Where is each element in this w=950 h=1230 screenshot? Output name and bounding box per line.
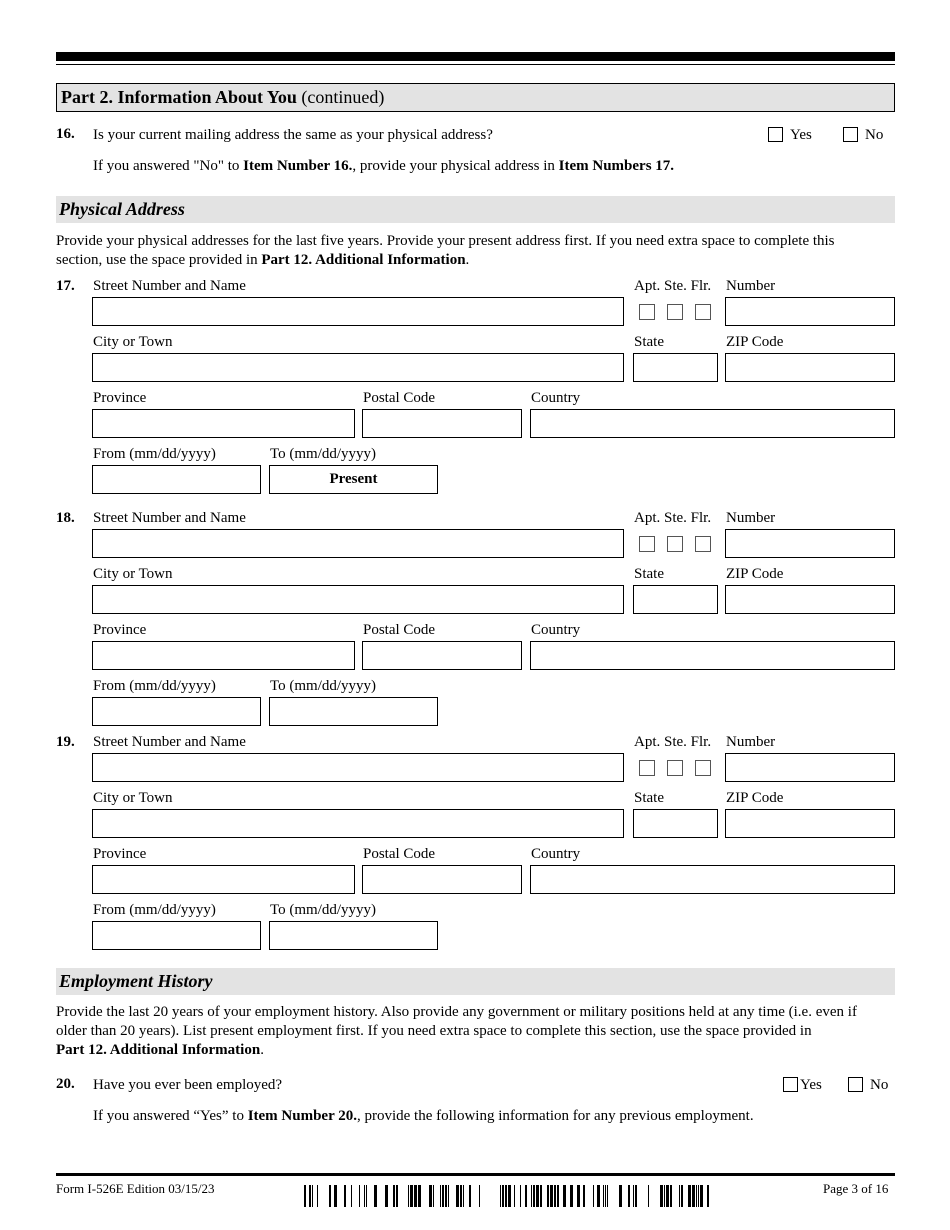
province-input[interactable] — [92, 409, 355, 438]
barcode-bar — [605, 1185, 606, 1207]
zip-input[interactable] — [725, 585, 895, 614]
street-input[interactable] — [92, 753, 624, 782]
apt-label: Apt. Ste. Flr. — [634, 734, 712, 750]
barcode-bar — [670, 1185, 672, 1207]
barcode-bar — [334, 1185, 337, 1207]
physical-address-title: Physical Address — [59, 199, 185, 219]
barcode-bar — [563, 1185, 566, 1207]
unit-number-input[interactable] — [725, 297, 895, 326]
part-header — [56, 83, 895, 112]
zip-label: ZIP Code — [726, 566, 784, 582]
barcode-graphic — [304, 1185, 712, 1207]
item-20-instruction-ref: Item Number 20. — [247, 1108, 357, 1124]
street-label: Street Number and Name — [93, 278, 246, 294]
province-label: Province — [93, 622, 147, 638]
item-20-yes-label: Yes — [800, 1077, 822, 1093]
item-20-no-checkbox[interactable] — [848, 1077, 863, 1092]
to-label: To (mm/dd/yyyy) — [270, 446, 377, 462]
item-17-number: 17. — [56, 278, 75, 294]
barcode-bar — [359, 1185, 360, 1207]
country-label: Country — [531, 390, 581, 406]
number-label: Number — [726, 278, 776, 294]
item-16-no-checkbox[interactable] — [843, 127, 858, 142]
item-16-instruction-ref2: Item Numbers 17. — [558, 158, 675, 174]
barcode-bar — [445, 1185, 447, 1207]
city-input[interactable] — [92, 809, 624, 838]
barcode-bar — [554, 1185, 556, 1207]
to-date-input[interactable] — [269, 921, 438, 950]
city-input[interactable] — [92, 585, 624, 614]
part-header-title: Part 2. Information About You — [61, 87, 297, 107]
unit-number-input[interactable] — [725, 753, 895, 782]
apt-checkbox[interactable] — [639, 304, 655, 320]
barcode-bar — [463, 1185, 464, 1207]
item-16-instruction-ref1: Item Number 16. — [243, 158, 353, 174]
barcode-bar — [688, 1185, 691, 1207]
apt-label: Apt. Ste. Flr. — [634, 278, 712, 294]
barcode-bar — [514, 1185, 515, 1207]
barcode-bar — [414, 1185, 417, 1207]
city-label: City or Town — [93, 566, 173, 582]
postal-input[interactable] — [362, 409, 522, 438]
barcode-bar — [448, 1185, 449, 1207]
barcode-bar — [679, 1185, 680, 1207]
unit-number-input[interactable] — [725, 529, 895, 558]
barcode-bar — [385, 1185, 388, 1207]
state-select[interactable] — [633, 353, 718, 382]
item-18-number: 18. — [56, 510, 75, 526]
city-input[interactable] — [92, 353, 624, 382]
country-label: Country — [531, 622, 581, 638]
from-label: From (mm/dd/yyyy) — [93, 902, 216, 918]
barcode-bar — [418, 1185, 421, 1207]
province-input[interactable] — [92, 865, 355, 894]
country-input[interactable] — [530, 409, 895, 438]
barcode-bar — [442, 1185, 444, 1207]
item-16-yes-checkbox[interactable] — [768, 127, 783, 142]
to-date-input[interactable]: Present — [269, 465, 438, 494]
barcode-bar — [396, 1185, 398, 1207]
postal-input[interactable] — [362, 641, 522, 670]
zip-label: ZIP Code — [726, 334, 784, 350]
barcode-bar — [648, 1185, 649, 1207]
barcode-bar — [696, 1185, 697, 1207]
to-label: To (mm/dd/yyyy) — [270, 678, 377, 694]
street-label: Street Number and Name — [93, 510, 246, 526]
item-16-instruction-mid: , provide your physical address in — [352, 158, 559, 174]
province-input[interactable] — [92, 641, 355, 670]
employment-history-section-header — [56, 968, 895, 995]
item-20-yes-checkbox[interactable] — [783, 1077, 798, 1092]
barcode-bar — [329, 1185, 331, 1207]
physical-intro-ref: Part 12. Additional Information — [261, 252, 466, 268]
apt-checkbox[interactable] — [639, 536, 655, 552]
postal-input[interactable] — [362, 865, 522, 894]
from-label: From (mm/dd/yyyy) — [93, 446, 216, 462]
barcode-bar — [607, 1185, 608, 1207]
barcode-bar — [603, 1185, 604, 1207]
barcode-bar — [502, 1185, 504, 1207]
zip-input[interactable] — [725, 353, 895, 382]
barcode-bar — [505, 1185, 507, 1207]
apt-label: Apt. Ste. Flr. — [634, 510, 712, 526]
province-label: Province — [93, 390, 147, 406]
barcode-bar — [304, 1185, 306, 1207]
address-block-19 — [0, 733, 950, 957]
barcode-bar — [666, 1185, 669, 1207]
barcode-bar — [500, 1185, 501, 1207]
employment-intro-line3 — [56, 1041, 895, 1060]
flr-checkbox[interactable] — [695, 536, 711, 552]
barcode — [304, 1185, 712, 1207]
barcode-bar — [429, 1185, 432, 1207]
barcode-bar — [550, 1185, 553, 1207]
street-label: Street Number and Name — [93, 734, 246, 750]
employment-intro-line2: older than 20 years). List present employment first. If you need extra space to complete this section, use the space provided in — [56, 1023, 812, 1039]
barcode-bar — [628, 1185, 630, 1207]
to-date-input[interactable] — [269, 697, 438, 726]
barcode-bar — [525, 1185, 527, 1207]
city-label: City or Town — [93, 334, 173, 350]
flr-checkbox[interactable] — [695, 304, 711, 320]
postal-label: Postal Code — [363, 846, 436, 862]
number-label: Number — [726, 510, 776, 526]
barcode-bar — [593, 1185, 594, 1207]
physical-intro-pre: section, use the space provided in — [56, 252, 262, 268]
barcode-bar — [531, 1185, 532, 1207]
barcode-bar — [364, 1185, 365, 1207]
barcode-bar — [536, 1185, 539, 1207]
street-input[interactable] — [92, 297, 624, 326]
from-label: From (mm/dd/yyyy) — [93, 678, 216, 694]
barcode-bar — [700, 1185, 703, 1207]
employment-history-title: Employment History — [59, 971, 213, 991]
state-select[interactable] — [633, 585, 718, 614]
barcode-bar — [664, 1185, 665, 1207]
postal-label: Postal Code — [363, 390, 436, 406]
barcode-bar — [393, 1185, 395, 1207]
country-label: Country — [531, 846, 581, 862]
barcode-bar — [698, 1185, 699, 1207]
barcode-bar — [633, 1185, 634, 1207]
form-edition-label: Form I-526E Edition 03/15/23 — [56, 1181, 215, 1196]
top-rule-thin — [56, 64, 895, 65]
from-date-input[interactable] — [92, 465, 261, 494]
item-20-question: Have you ever been employed? — [93, 1077, 283, 1093]
barcode-bar — [570, 1185, 573, 1207]
barcode-bar — [440, 1185, 441, 1207]
barcode-bar — [681, 1185, 683, 1207]
barcode-bar — [540, 1185, 542, 1207]
barcode-bar — [410, 1185, 413, 1207]
item-16-question: Is your current mailing address the same as your physical address? — [93, 127, 493, 143]
number-label: Number — [726, 734, 776, 750]
zip-label: ZIP Code — [726, 790, 784, 806]
item-16-number: 16. — [56, 126, 75, 142]
barcode-bar — [433, 1185, 434, 1207]
barcode-bar — [351, 1185, 352, 1207]
zip-input[interactable] — [725, 809, 895, 838]
barcode-bar — [533, 1185, 535, 1207]
barcode-bar — [557, 1185, 559, 1207]
barcode-bar — [456, 1185, 459, 1207]
physical-address-intro-line2 — [56, 251, 895, 270]
state-select[interactable] — [633, 809, 718, 838]
physical-address-intro — [56, 232, 895, 270]
apt-checkbox[interactable] — [639, 760, 655, 776]
physical-intro-post: . — [465, 252, 470, 268]
item-16-no-label: No — [865, 127, 884, 143]
to-label: To (mm/dd/yyyy) — [270, 902, 377, 918]
part-header-continued: (continued) — [296, 87, 385, 107]
barcode-bar — [374, 1185, 377, 1207]
barcode-bar — [577, 1185, 580, 1207]
address-block-17 — [0, 277, 950, 501]
barcode-bar — [583, 1185, 585, 1207]
item-20-instruction — [93, 1107, 754, 1126]
physical-address-section-header — [56, 196, 895, 223]
barcode-bar — [317, 1185, 318, 1207]
from-date-input[interactable] — [92, 921, 261, 950]
top-rule-thick — [56, 52, 895, 61]
barcode-bar — [520, 1185, 521, 1207]
item-20-no-label: No — [870, 1077, 889, 1093]
physical-address-intro-line1: Provide your physical addresses for the last five years. Provide your present address first. If you need extra space to complete this — [56, 233, 835, 249]
item-19-number: 19. — [56, 734, 75, 750]
barcode-bar — [660, 1185, 663, 1207]
barcode-bar — [547, 1185, 549, 1207]
barcode-bar — [635, 1185, 637, 1207]
state-label: State — [634, 790, 664, 806]
employment-intro-post: . — [260, 1042, 264, 1058]
city-label: City or Town — [93, 790, 173, 806]
employment-intro — [56, 1003, 895, 1060]
street-input[interactable] — [92, 529, 624, 558]
item-20-number: 20. — [56, 1076, 75, 1092]
barcode-bar — [619, 1185, 622, 1207]
ste-checkbox[interactable] — [667, 760, 683, 776]
country-input[interactable] — [530, 641, 895, 670]
barcode-bar — [508, 1185, 511, 1207]
item-16-yes-label: Yes — [790, 127, 812, 143]
barcode-bar — [312, 1185, 313, 1207]
barcode-bar — [479, 1185, 480, 1207]
item-16-instruction — [93, 157, 674, 176]
item-20-instruction-pre: If you answered “Yes” to — [93, 1108, 248, 1124]
barcode-bar — [344, 1185, 346, 1207]
barcode-bar — [597, 1185, 600, 1207]
barcode-bar — [366, 1185, 367, 1207]
item-20-instruction-post: , provide the following information for any previous employment. — [356, 1108, 754, 1124]
province-label: Province — [93, 846, 147, 862]
footer-rule — [56, 1173, 895, 1176]
ste-checkbox[interactable] — [667, 536, 683, 552]
ste-checkbox[interactable] — [667, 304, 683, 320]
state-label: State — [634, 334, 664, 350]
barcode-bar — [309, 1185, 311, 1207]
item-16-instruction-pre: If you answered "No" to — [93, 158, 244, 174]
page-number: Page 3 of 16 — [823, 1181, 889, 1196]
from-date-input[interactable] — [92, 697, 261, 726]
barcode-bar — [692, 1185, 695, 1207]
barcode-bar — [460, 1185, 462, 1207]
barcode-bar — [469, 1185, 471, 1207]
employment-intro-line1: Provide the last 20 years of your employment history. Also provide any government or military positions held at any time (i.e. even if — [56, 1004, 857, 1020]
barcode-bar — [408, 1185, 409, 1207]
postal-label: Postal Code — [363, 622, 436, 638]
country-input[interactable] — [530, 865, 895, 894]
employment-intro-ref: Part 12. Additional Information — [56, 1042, 261, 1058]
address-block-18 — [0, 509, 950, 733]
flr-checkbox[interactable] — [695, 760, 711, 776]
barcode-bar — [707, 1185, 709, 1207]
state-label: State — [634, 566, 664, 582]
